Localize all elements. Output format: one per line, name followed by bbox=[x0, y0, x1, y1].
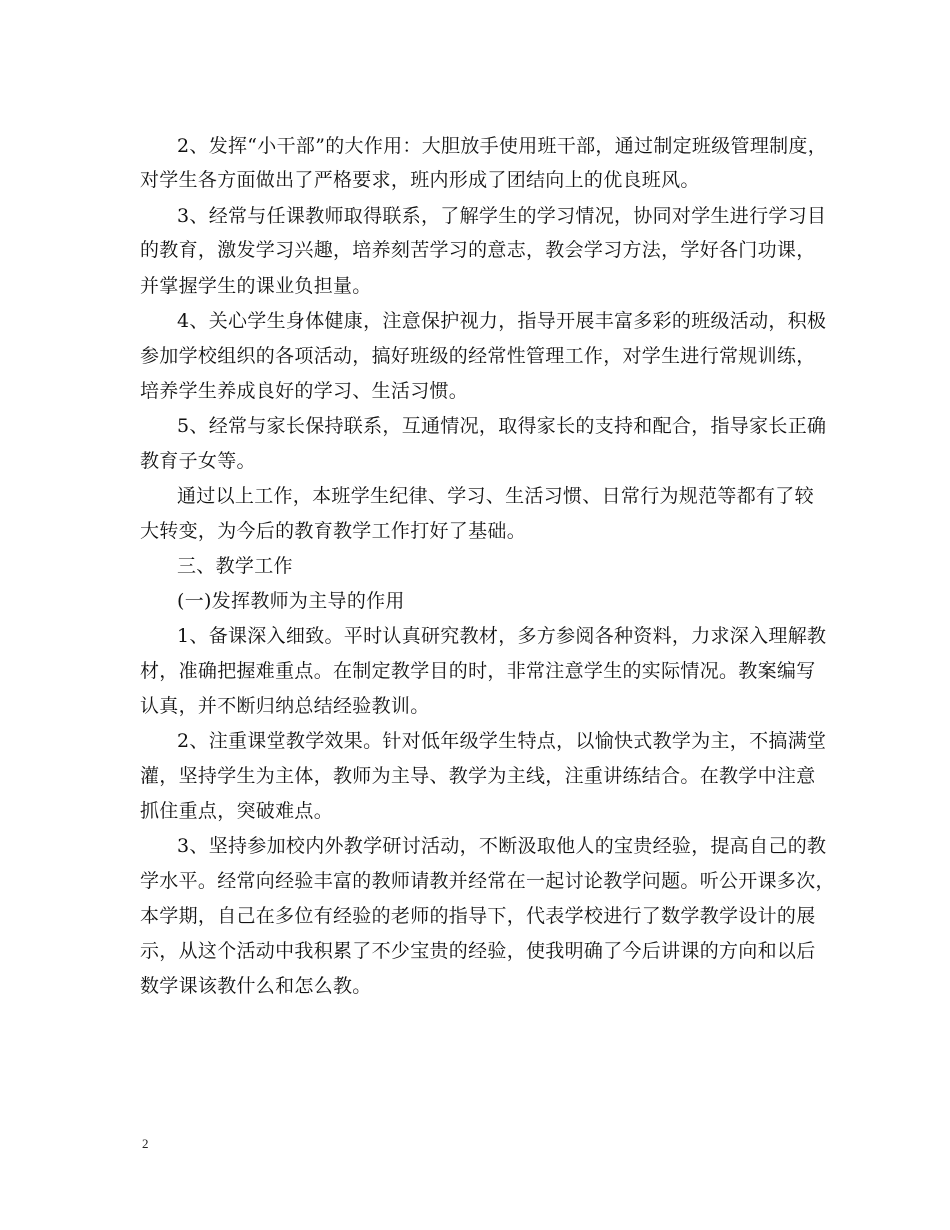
paragraph-line-11: 通过以上工作，本班学生纪律、学习、生活习惯、日常行为规范等都有了较 bbox=[177, 485, 814, 507]
subsection-heading: (一)发挥教师为主导的作用 bbox=[177, 590, 405, 612]
paragraph-line-3: 3、经常与任课教师取得联系，了解学生的学习情况，协同对学生进行学习目 bbox=[177, 205, 827, 227]
paragraph-line-5: 并掌握学生的课业负担量。 bbox=[140, 275, 372, 297]
paragraph-line-22: 学水平。经常向经验丰富的教师请教并经常在一起讨论教学问题。听公开课多次， bbox=[140, 870, 835, 892]
paragraph-line-17: 认真，并不断归纳总结经验教训。 bbox=[140, 695, 430, 717]
paragraph-line-8: 培养学生养成良好的学习、生活习惯。 bbox=[140, 380, 469, 402]
paragraph-line-24: 示，从这个活动中我积累了不少宝贵的经验，使我明确了今后讲课的方向和以后 bbox=[140, 940, 816, 962]
paragraph-line-9: 5、经常与家长保持联系，互通情况，取得家长的支持和配合，指导家长正确 bbox=[177, 415, 827, 437]
section-heading: 三、教学工作 bbox=[177, 555, 293, 577]
paragraph-line-18: 2、注重课堂教学效果。针对低年级学生特点，以愉快式教学为主，不搞满堂 bbox=[177, 730, 827, 752]
paragraph-line-2: 对学生各方面做出了严格要求，班内形成了团结向上的优良班风。 bbox=[140, 169, 700, 191]
paragraph-line-16: 材，准确把握难重点。在制定教学目的时，非常注意学生的实际情况。教案编写 bbox=[140, 660, 816, 682]
paragraph-line-21: 3、坚持参加校内外教学研讨活动，不断汲取他人的宝贵经验，提高自己的教 bbox=[177, 835, 827, 857]
paragraph-line-19: 灌，坚持学生为主体，教师为主导、教学为主线，注重讲练结合。在教学中注意 bbox=[140, 765, 816, 787]
paragraph-line-10: 教育子女等。 bbox=[140, 450, 256, 472]
paragraph-line-20: 抓住重点，突破难点。 bbox=[140, 800, 334, 822]
paragraph-line-12: 大转变，为今后的教育教学工作打好了基础。 bbox=[140, 520, 527, 542]
paragraph-line-7: 参加学校组织的各项活动，搞好班级的经常性管理工作，对学生进行常规训练， bbox=[140, 345, 816, 367]
paragraph-line-4: 的教育，激发学习兴趣，培养刻苦学习的意志，教会学习方法，学好各门功课， bbox=[140, 239, 816, 261]
paragraph-line-23: 本学期，自己在多位有经验的老师的指导下，代表学校进行了数学教学设计的展 bbox=[140, 905, 816, 927]
paragraph-line-25: 数学课该教什么和怎么教。 bbox=[140, 975, 372, 997]
paragraph-line-6: 4、关心学生身体健康，注意保护视力，指导开展丰富多彩的班级活动，积极 bbox=[177, 310, 827, 332]
page-number: 2 bbox=[142, 1136, 149, 1151]
paragraph-line-1: 2、发挥“小干部”的大作用：大胆放手使用班干部，通过制定班级管理制度， bbox=[177, 135, 828, 157]
paragraph-line-15: 1、备课深入细致。平时认真研究教材，多方参阅各种资料，力求深入理解教 bbox=[177, 625, 827, 647]
